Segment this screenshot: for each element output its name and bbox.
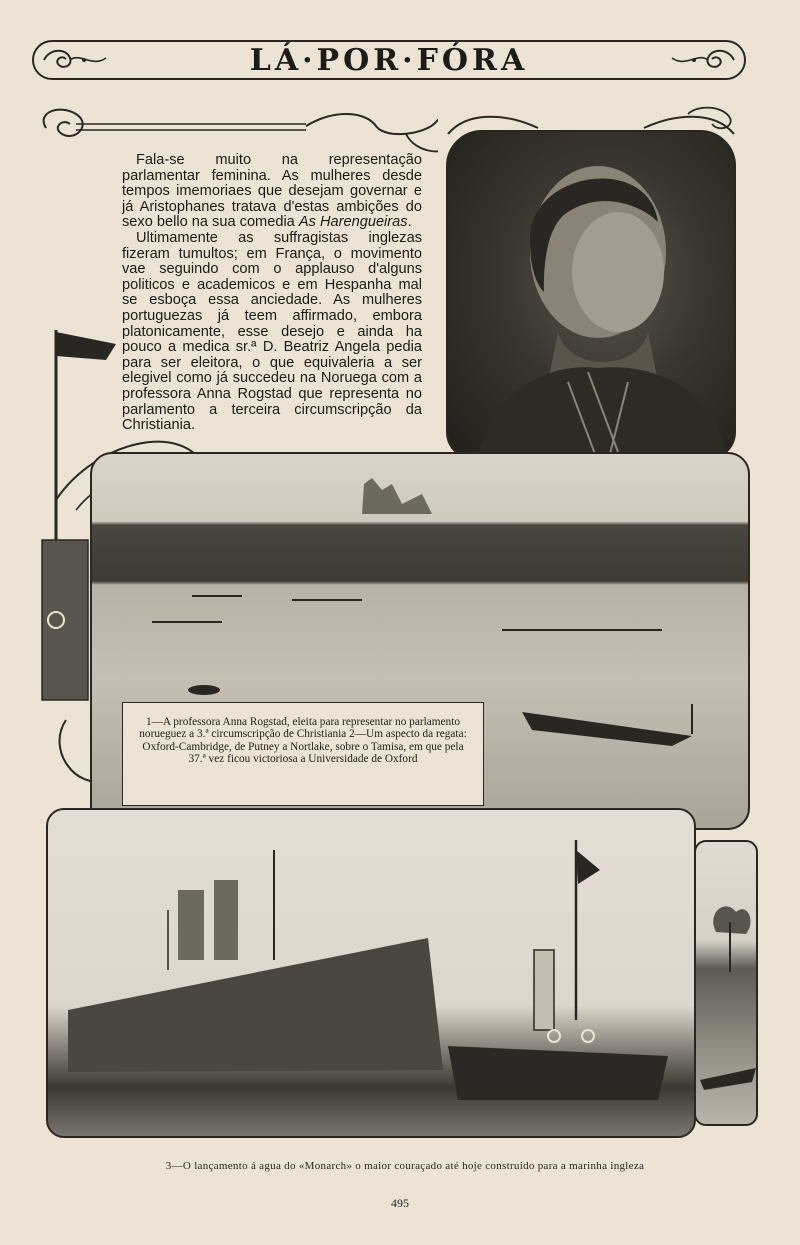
- portrait-photo: [438, 104, 744, 464]
- woman-portrait-icon: [448, 132, 736, 460]
- tree-boat-icon: [696, 842, 758, 1126]
- battleship-launch-photo: [46, 808, 696, 1138]
- battleship-icon: [48, 810, 696, 1138]
- intro-paragraph: [122, 153, 422, 231]
- intro-text: Fala-se muito na representação parlamentar feminina. As mulheres desde tempos imemoriaes que desejam governar e já Aristophanes tratava d'estas ambições do sexo bello na sua comedia: [122, 152, 422, 231]
- intro-punctuation: .: [407, 214, 412, 231]
- page-number: 495: [391, 1196, 409, 1210]
- caption-photo-3: 3—O lançamento á agua do «Monarch» o maior couraçado até hoje construido para a marinha ingleza: [165, 1160, 645, 1172]
- page-title: LÁ·POR·FÓRA: [249, 43, 529, 78]
- play-title: As Harengueiras: [298, 214, 408, 231]
- scroll-ornament-icon: [668, 46, 738, 74]
- scroll-ornament-icon: [40, 46, 110, 74]
- header-banner: [32, 40, 746, 80]
- river-side-photo: [694, 840, 758, 1126]
- caption-photos-1-2: 1—A professora Anna Rogstad, eleita para representar no parlamento norueguez a 3.ª circumscripção de Christiania 2—Um aspecto da regata: Oxford-Cambridge, de Putney a Nortlake, sobre o Tamisa, em que pela 37.ª vez ficou victoriosa a Universidade de Oxford: [139, 716, 467, 766]
- intro-paragraph: Ultimamente as suffragistas inglezas fizeram tumultos; em França, o movimento vae seguindo com o applauso d'alguns politicos e academicos e em Hespanha mal se esboça essa anciedade. As mulheres portuguezas já teem affirmado, embora platonicamente, esse desejo e ainda ha pouco a medica sr.ª D. Beatriz Angela pedia para ser eleitora, o que equivaleria a ser elegivel como já succedeu na Noruega com a professora Anna Rogstad que representa no parlamento a terceira circumscripção da Christiania.: [122, 229, 422, 434]
- portrait-frame: [446, 130, 736, 460]
